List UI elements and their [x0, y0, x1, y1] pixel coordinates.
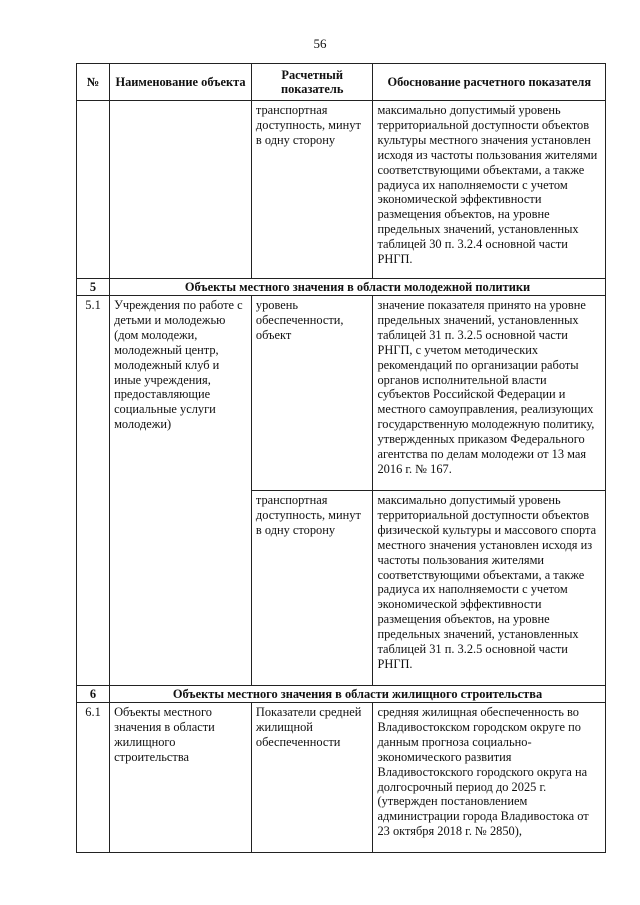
row-name: Объекты местного значения в области жилищного строительства	[110, 703, 252, 853]
row-name: Учреждения по работе с детьми и молодежью (дом молодежи, молодежный центр, молодежный клуб и иные учреждения, предоставляющие социальные услуги молодежи)	[110, 296, 252, 686]
row-indicator: транспортная доступность, минут в одну сторону	[251, 491, 373, 686]
row-indicator: Показатели средней жилищной обеспеченности	[251, 703, 373, 853]
section-title: Объекты местного значения в области жилищного строительства	[110, 686, 606, 703]
row-indicator: уровень обеспеченности, объект	[251, 296, 373, 491]
row-name	[110, 101, 252, 279]
row-indicator: транспортная доступность, минут в одну сторону	[251, 101, 373, 279]
row-num	[77, 101, 110, 279]
row-justification: средняя жилищная обеспеченность во Владивостокском городском округе по данным прогноза социально-экономического развития Владивостокского городского округа на долгосрочный период до 2025 г. (утвержден постановлением администрации города Владивостока от 23 октября 2018 г. № 2850),	[373, 703, 606, 853]
section-num: 6	[77, 686, 110, 703]
row-num: 6.1	[77, 703, 110, 853]
section-row-5	[77, 279, 606, 296]
row-justification: максимально допустимый уровень территориальной доступности объектов физической культуры и массового спорта местного значения установлен исходя из частоты пользования жителями соответствующими объектами, а также радиуса их наполняемости с учетом экономической эффективности размещения объектов, на уровне предельных значений, установленных таблицей 31 п. 3.2.5 основной части РНГП.	[373, 491, 606, 686]
table-row	[77, 703, 606, 853]
header-justification: Обоснование расчетного показателя	[373, 64, 606, 101]
section-num: 5	[77, 279, 110, 296]
header-num: №	[77, 64, 110, 101]
row-justification: максимально допустимый уровень территориальной доступности объектов культуры местного значения установлен исходя из частоты пользования жителями соответствующими объектами, а также радиуса их наполняемости с учетом экономической эффективности размещения объектов, на уровне предельных значений, установленных таблицей 30 п. 3.2.4 основной части РНГП.	[373, 101, 606, 279]
table-row	[77, 101, 606, 279]
row-num: 5.1	[77, 296, 110, 686]
header-name: Наименование объекта	[110, 64, 252, 101]
page-number: 56	[313, 36, 327, 51]
table-row	[77, 296, 606, 491]
section-row-6	[77, 686, 606, 703]
row-justification: значение показателя принято на уровне предельных значений, установленных таблицей 31 п. 3.2.5 основной части РНГП, с учетом методических рекомендаций по организации работы органов исполнительной власти субъектов Российской Федерации и местного самоуправления, реализующих государственную молодежную политику, утвержденных приказом Федерального агентства по делам молодежи от 13 мая 2016 г. № 167.	[373, 296, 606, 491]
table-header-row	[77, 64, 606, 101]
header-indicator: Расчетный показатель	[251, 64, 373, 101]
section-title: Объекты местного значения в области молодежной политики	[110, 279, 606, 296]
normatives-table	[76, 63, 606, 853]
